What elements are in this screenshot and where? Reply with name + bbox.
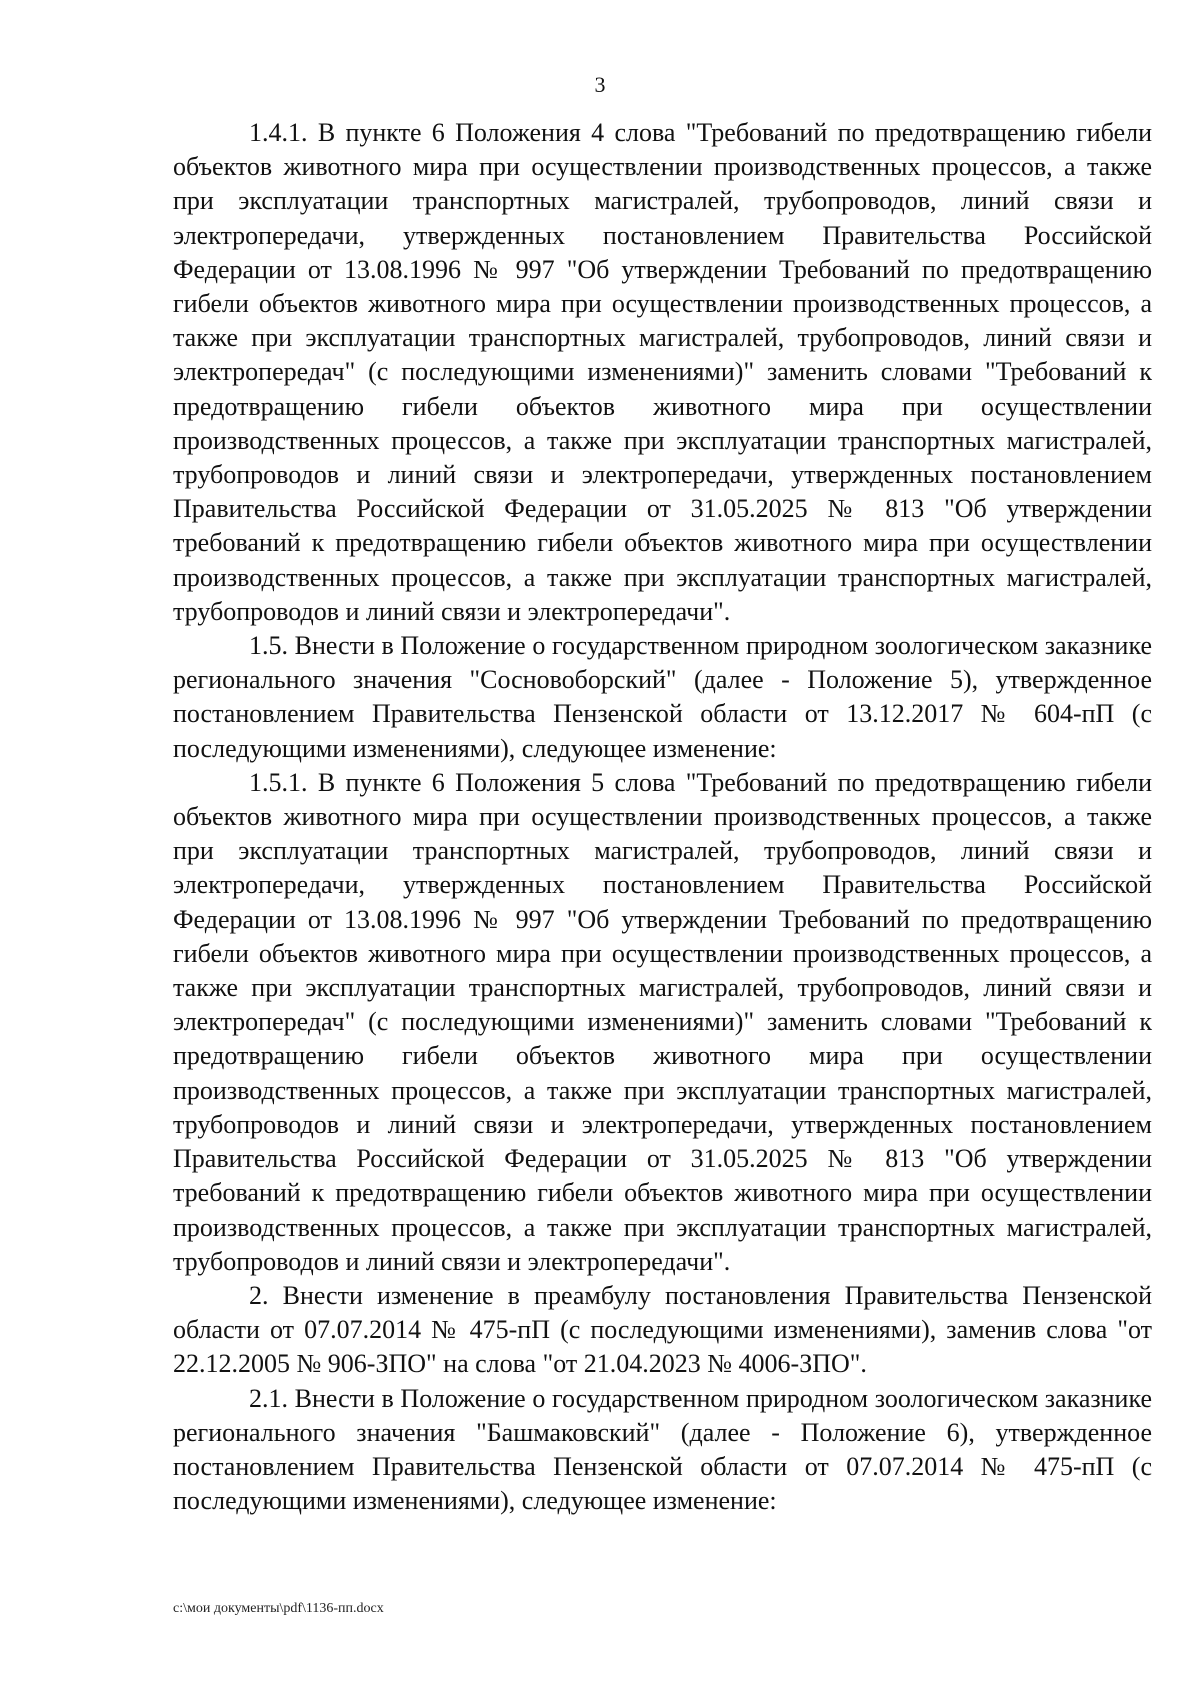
paragraph-1-5-1: 1.5.1. В пункте 6 Положения 5 слова "Требований по предотвращению гибели объектов животного мира при осуществлении производственных процессов, а также при эксплуатации транспортных магистралей, трубопроводов, линий связи и электропередачи, утвержденных постановлением Правительства Российской Федерации от 13.08.1996 № 997 "Об утверждении Требований по предотвращению гибели объектов животного мира при осуществлении производственных процессов, а также при эксплуатации транспортных магистралей, трубопроводов, линий связи и электропередач" (с последующими изменениями)" заменить словами "Требований к предотвращению гибели объектов животного мира при осуществлении производственных процессов, а также при эксплуатации транспортных магистралей, трубопроводов и линий связи и электропередачи, утвержденных постановлением Правительства Российской Федерации от 31.05.2025 № 813 "Об утверждении требований к предотвращению гибели объектов животного мира при осуществлении производственных процессов, а также при эксплуатации транспортных магистралей, трубопроводов и линий связи и электропередачи". — [173, 767, 1152, 1276]
paragraph-2-1: 2.1. Внести в Положение о государственном природном зоологическом заказнике регионального значения "Башмаковский" (далее - Положение 6), утвержденное постановлением Правительства Пензенской области от 07.07.2014 № 475-пП (с последующими изменениями), следующее изменение: — [173, 1383, 1152, 1516]
footer-file-path: c:\мои документы\pdf\1136-пп.docx — [173, 1601, 384, 1616]
document-body — [173, 116, 1152, 1518]
paragraph-1-4-1: 1.4.1. В пункте 6 Положения 4 слова "Требований по предотвращению гибели объектов животного мира при осуществлении производственных процессов, а также при эксплуатации транспортных магистралей, трубопроводов, линий связи и электропередачи, утвержденных постановлением Правительства Российской Федерации от 13.08.1996 № 997 "Об утверждении Требований по предотвращению гибели объектов животного мира при осуществлении производственных процессов, а также при эксплуатации транспортных магистралей, трубопроводов, линий связи и электропередач" (с последующими изменениями)" заменить словами "Требований к предотвращению гибели объектов животного мира при осуществлении производственных процессов, а также при эксплуатации транспортных магистралей, трубопроводов и линий связи и электропередачи, утвержденных постановлением Правительства Российской Федерации от 31.05.2025 № 813 "Об утверждении требований к предотвращению гибели объектов животного мира при осуществлении производственных процессов, а также при эксплуатации транспортных магистралей, трубопроводов и линий связи и электропередачи". — [173, 118, 1152, 626]
paragraph-2: 2. Внести изменение в преамбулу постановления Правительства Пензенской области от 07.07.2014 № 475-пП (с последующими изменениями), заменив слова "от 22.12.2005 № 906-ЗПО" на слова "от 21.04.2023 № 4006-ЗПО". — [173, 1280, 1152, 1379]
paragraph-1-5: 1.5. Внести в Положение о государственном природном зоологическом заказнике регионального значения "Сосновоборский" (далее - Положение 5), утвержденное постановлением Правительства Пензенской области от 13.12.2017 № 604-пП (с последующими изменениями), следующее изменение: — [173, 631, 1152, 763]
page-number: 3 — [594, 72, 606, 97]
